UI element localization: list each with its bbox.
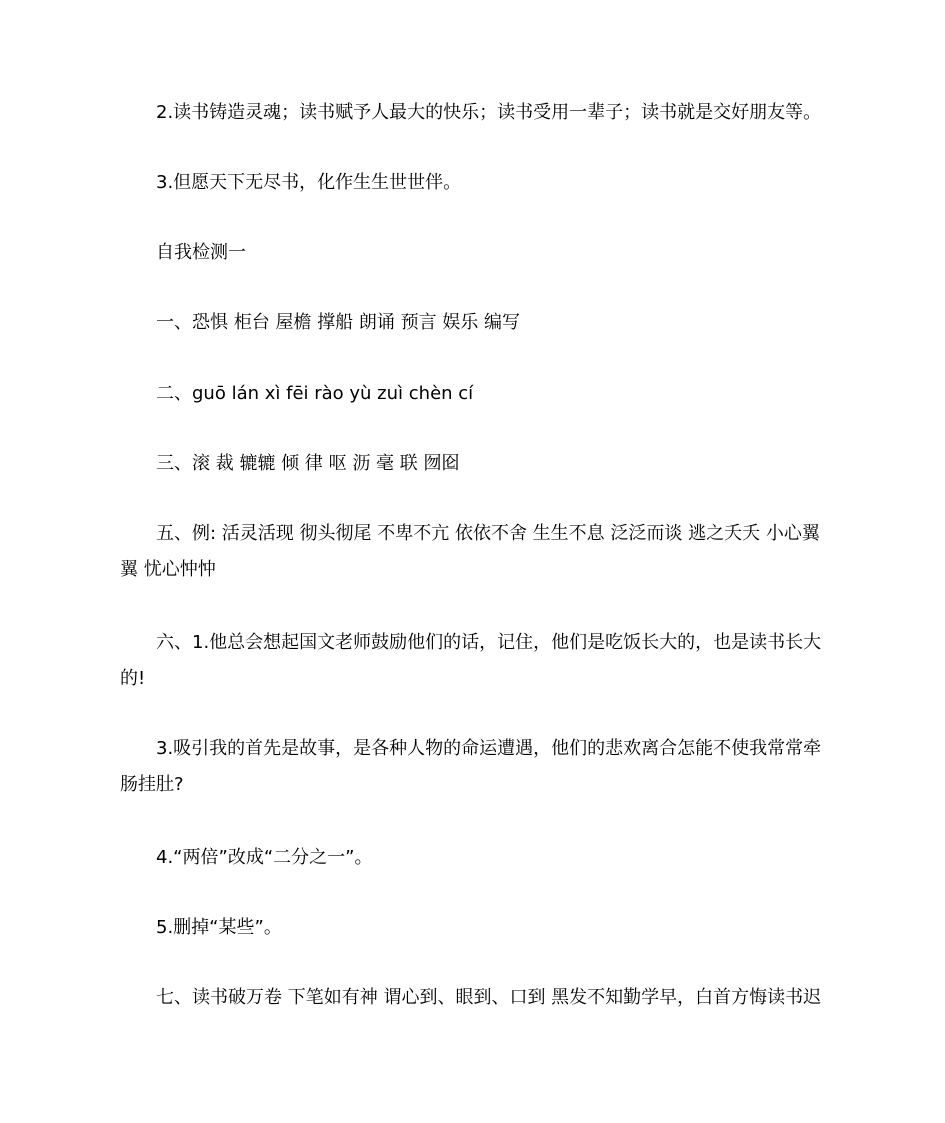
answer-part-7: 七、读书破万卷 下笔如有神 谓心到、眼到、口到 黑发不知勤学早，白首方悔读书迟: [156, 987, 822, 1008]
answer-part-6-item-5: 5.删掉“某些”。: [156, 917, 282, 938]
section-heading-self-test: 自我检测一: [156, 242, 246, 263]
paragraph-reading-benefits: 2.读书铸造灵魂；读书赋予人最大的快乐；读书受用一辈子；读书就是交好朋友等。: [156, 102, 822, 123]
answer-part-5: 五、例: 活灵活现 彻头彻尾 不卑不亢 依依不舍 生生不息 泛泛而谈 逃之夭夭 小心翼翼 忧心忡忡: [120, 523, 820, 580]
answer-part-6-item-1: 六、1.他总会想起国文老师鼓励他们的话，记住，他们是吃饭长大的，也是读书长大的!: [120, 632, 822, 689]
answer-part-3: 三、滚 裁 辘辘 倾 律 呕 沥 毫 联 囫囵: [156, 453, 460, 474]
answer-part-6-item-4: 4.“两倍”改成“二分之一”。: [156, 847, 373, 868]
answer-part-1: 一、恐惧 柜台 屋檐 撑船 朗诵 预言 娱乐 编写: [156, 312, 521, 333]
answer-part-6-item-3: 3.吸引我的首先是故事，是各种人物的命运遭遇，他们的悲欢离合怎能不使我常常牵肠挂肚?: [120, 738, 822, 795]
paragraph-wish: 3.但愿天下无尽书，化作生生世世伴。: [156, 172, 462, 193]
answer-part-2: 二、guō lán xì fēi rào yù zuì chèn cí: [156, 383, 474, 404]
